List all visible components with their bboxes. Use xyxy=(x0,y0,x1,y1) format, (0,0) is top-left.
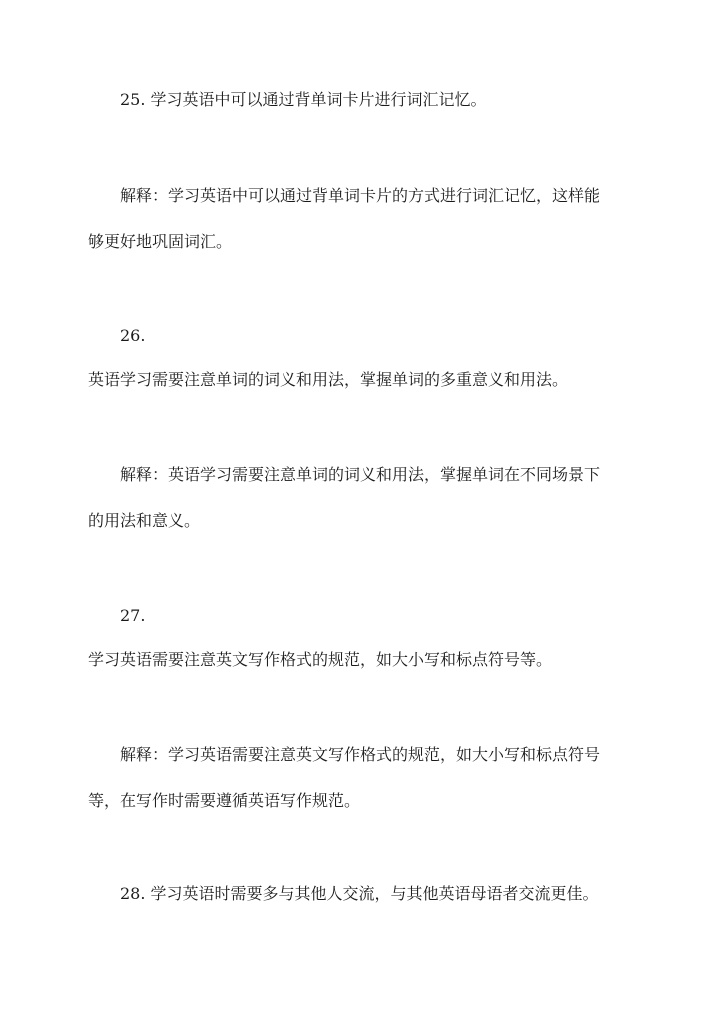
item-28-question-line xyxy=(120,882,633,906)
item-number: 25. xyxy=(120,90,146,109)
item-27-question: 学习英语需要注意英文写作格式的规范，如大小写和标点符号等。 xyxy=(88,650,553,669)
item-26-explanation-line-1: 解释：英语学习需要注意单词的词义和用法，掌握单词在不同场景下 xyxy=(120,465,601,484)
item-26-explanation-line-2: 的用法和意义。 xyxy=(88,511,201,530)
item-25-explanation-line-1: 解释：学习英语中可以通过背单词卡片的方式进行词汇记忆，这样能 xyxy=(120,186,601,205)
item-25-question-line xyxy=(120,88,633,112)
item-number: 28. xyxy=(120,884,146,903)
question-text: 学习英语时需要多与其他人交流，与其他英语母语者交流更佳。 xyxy=(150,884,599,903)
question-text: 学习英语中可以通过背单词卡片进行词汇记忆。 xyxy=(150,90,487,109)
item-27-explanation-line-2: 等，在写作时需要遵循英语写作规范。 xyxy=(88,791,361,810)
item-26-number: 26. xyxy=(120,326,146,345)
item-27-number: 27. xyxy=(120,606,146,625)
item-27-explanation-line-1: 解释：学习英语需要注意英文写作格式的规范，如大小写和标点符号 xyxy=(120,745,601,764)
item-25-explanation-line-2: 够更好地巩固词汇。 xyxy=(88,232,233,251)
item-26-question: 英语学习需要注意单词的词义和用法，掌握单词的多重意义和用法。 xyxy=(88,370,569,389)
